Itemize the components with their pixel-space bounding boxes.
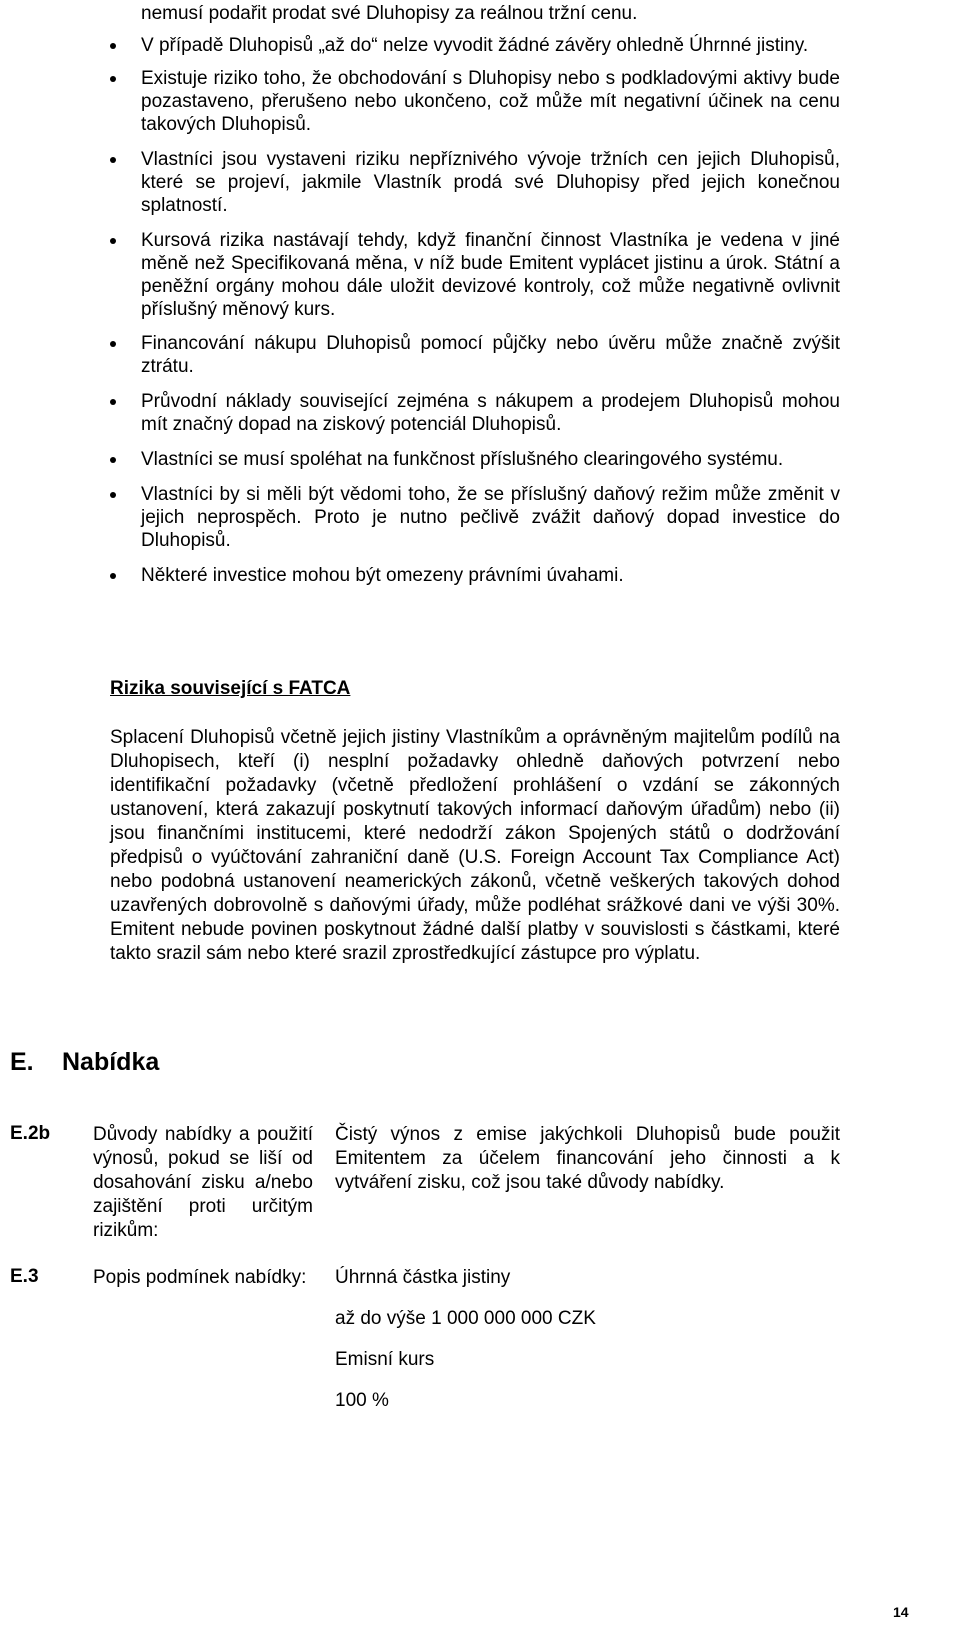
page-number: 14 xyxy=(893,1604,909,1620)
bullet-item: Financování nákupu Dluhopisů pomocí půjčky nebo úvěru může značně zvýšit ztrátu. xyxy=(110,332,840,378)
row-label: Popis podmínek nabídky: xyxy=(93,1267,307,1288)
row-content-line: až do výše 1 000 000 000 CZK xyxy=(335,1308,596,1329)
bullet-item: Existuje riziko toho, že obchodování s Dluhopisy nebo s podkladovými aktivy bude pozastaveno, přerušeno nebo ukončeno, což může mít negativní účinek na cenu takových Dluhopisů. xyxy=(110,67,840,136)
row-content-line: 100 % xyxy=(335,1390,389,1411)
bullet-item: Průvodní náklady související zejména s nákupem a prodejem Dluhopisů mohou mít značný dopad na ziskový potenciál Dluhopisů. xyxy=(110,390,840,436)
bullet-item: V případě Dluhopisů „až do“ nelze vyvodit žádné závěry ohledně Úhrnné jistiny. xyxy=(110,34,840,57)
bullet-item: Vlastníci se musí spoléhat na funkčnost příslušného clearingového systému. xyxy=(110,448,840,471)
row-code: E.2b xyxy=(10,1123,51,1144)
row-content-line: Emisní kurs xyxy=(335,1349,435,1370)
section-title: Nabídka xyxy=(62,1048,160,1076)
row-content xyxy=(335,1123,840,1214)
bullet-item: Kursová rizika nastávají tehdy, když finanční činnost Vlastníka je vedena v jiné měně než Specifikovaná měna, v níž bude Emitent vyplácet jistinu a úrok. Státní a peněžní orgány mohou dále uložit devizové kontroly, což může negativně ovlivnit příslušný měnový kurs. xyxy=(110,229,840,321)
row-content-line: Úhrnná částka jistiny xyxy=(335,1267,511,1288)
section-heading xyxy=(10,1048,159,1077)
fatca-paragraph: Splacení Dluhopisů včetně jejich jistiny Vlastníkům a oprávněným majitelům podílů na Dluhopisech, kteří (i) nesplní požadavky ohledně daňových potvrzení nebo identifikační požadavky (včetně předložení prohlášení o vzdání se zákonných ustanovení, která zakazují poskytnutí takových informací daňovým úřadům) nebo (ii) jsou finančními institucemi, které nedodrží zákon Spojených států o dodržování předpisů o vyúčtování zahraniční daně (U.S. Foreign Account Tax Compliance Act) nebo podobná ustanovení neamerických zákonů, včetně veškerých takových dohod uzavřených dobrovolně s daňovými úřady, může podléhat srážkové dani ve výši 30%. Emitent nebude povinen poskytnout žádné další platby v souvislosti s částkami, které takto srazil sám nebo které srazil zprostředkující zástupce pro výplatu. xyxy=(110,727,840,964)
row-content-line: Čistý výnos z emise jakýchkoli Dluhopisů bude použit Emitentem za účelem financování jeho činnosti a k vytváření zisku, což jsou také důvody nabídky. xyxy=(335,1124,840,1193)
row-label: Důvody nabídky a použití výnosů, pokud se liší od dosahování zisku a/nebo zajištění proti určitým rizikům: xyxy=(93,1124,313,1241)
intro-line: nemusí podařit prodat své Dluhopisy za reálnou tržní cenu. xyxy=(141,3,638,24)
bullet-item: Vlastníci jsou vystaveni riziku nepříznivého vývoje tržních cen jejich Dluhopisů, které se projeví, jakmile Vlastník prodá své Dluhopisy před jejich konečnou splatností. xyxy=(110,148,840,217)
bullet-item: Vlastníci by si měli být vědomi toho, že se příslušný daňový režim může změnit v jejich neprospěch. Proto je nutno pečlivě zvážit daňový dopad investice do Dluhopisů. xyxy=(110,483,840,552)
row-code: E.3 xyxy=(10,1266,39,1287)
bullet-item: Některé investice mohou být omezeny právními úvahami. xyxy=(110,564,840,587)
row-content xyxy=(335,1266,840,1432)
section-number: E. xyxy=(10,1048,34,1076)
fatca-heading: Rizika související s FATCA xyxy=(110,678,351,699)
risk-bullet-list xyxy=(110,34,840,587)
